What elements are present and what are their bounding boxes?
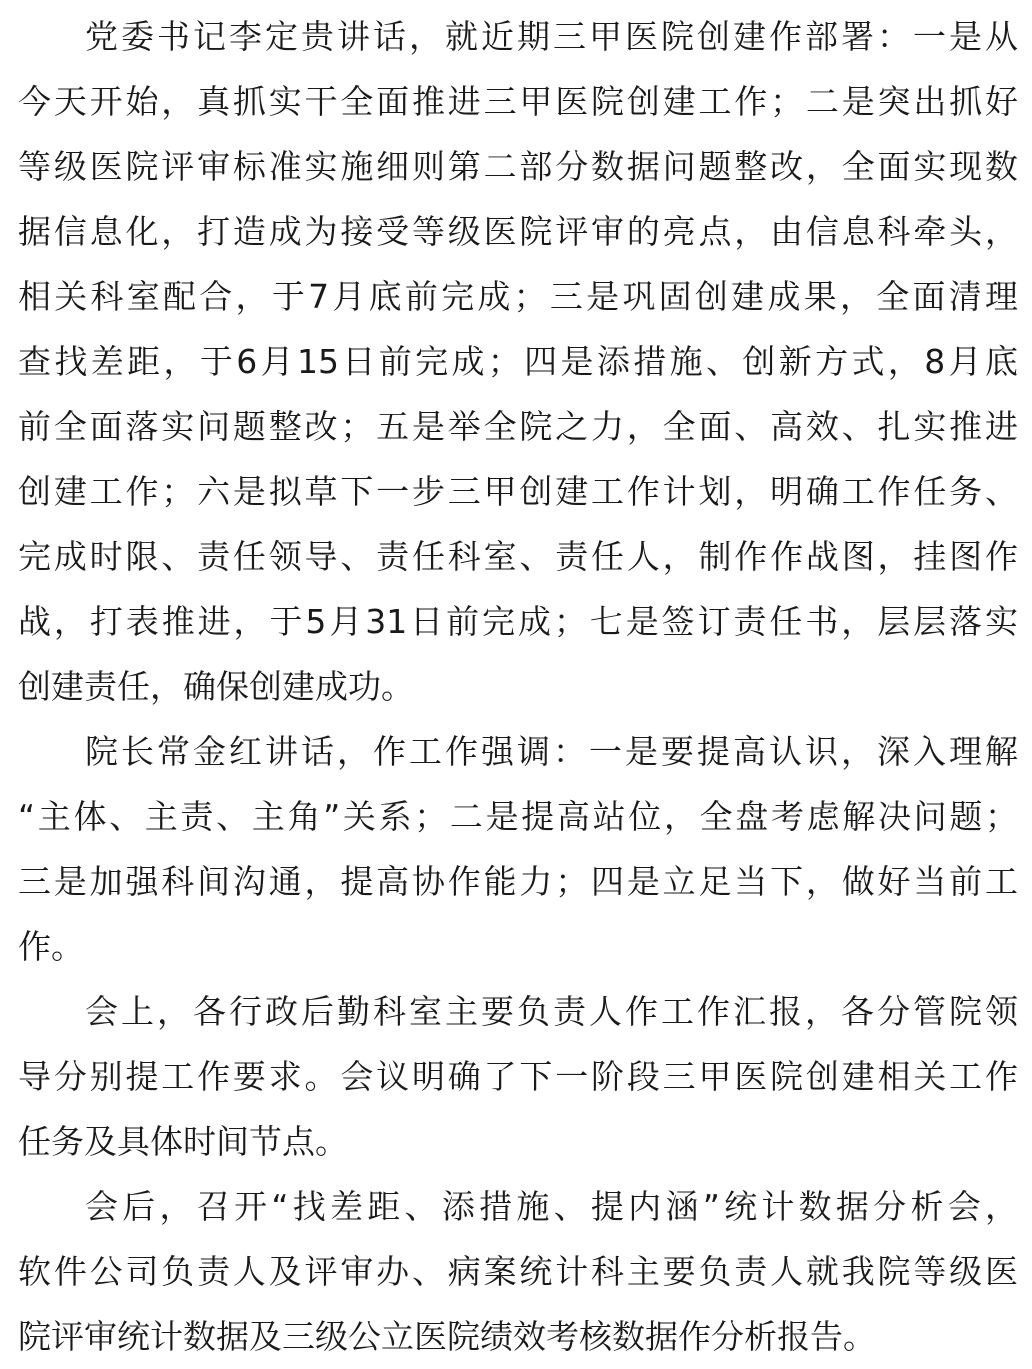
text-line: 前全面落实问题整改；五是举全院之力，全面、高效、扎实推进 — [18, 407, 1018, 446]
text-line: 院评审统计数据及三级公立医院绩效考核数据作分析报告。 — [18, 1317, 876, 1356]
text-line: 会上，各行政后勤科室主要负责人作工作汇报，各分管院领 — [85, 992, 1018, 1031]
text-line: 创建工作；六是拟草下一步三甲创建工作计划，明确工作任务、 — [18, 472, 1018, 511]
text-line: 三是加强科间沟通，提高协作能力；四是立足当下，做好当前工 — [18, 862, 1018, 901]
text-line: 党委书记李定贵讲话，就近期三甲医院创建作部署：一是从 — [85, 17, 1018, 56]
paragraph-party-secretary-speech — [18, 4, 1018, 719]
text-line: 今天开始，真抓实干全面推进三甲医院创建工作；二是突出抓好 — [18, 82, 1018, 121]
text-line: 作。 — [18, 927, 84, 966]
text-line: 任务及具体时间节点。 — [18, 1122, 348, 1161]
text-line: 据信息化，打造成为接受等级医院评审的亮点，由信息科牵头， — [18, 212, 1018, 251]
text-line: 创建责任，确保创建成功。 — [18, 667, 414, 706]
text-line: “主体、主责、主角”关系；二是提高站位，全盘考虑解决问题； — [18, 797, 1018, 836]
text-line: 相关科室配合，于7月底前完成；三是巩固创建成果，全面清理 — [18, 277, 1018, 316]
text-line: 院长常金红讲话，作工作强调：一是要提高认识，深入理解 — [85, 732, 1018, 771]
paragraph-meeting-reports — [18, 979, 1018, 1174]
text-line: 完成时限、责任领导、责任科室、责任人，制作作战图，挂图作 — [18, 537, 1018, 576]
text-line: 会后，召开“找差距、添措施、提内涵”统计数据分析会， — [85, 1187, 1018, 1226]
paragraph-data-analysis-meeting — [18, 1174, 1018, 1369]
text-line: 等级医院评审标准实施细则第二部分数据问题整改，全面实现数 — [18, 147, 1018, 186]
paragraph-president-speech — [18, 719, 1018, 979]
text-line: 导分别提工作要求。会议明确了下一阶段三甲医院创建相关工作 — [18, 1057, 1018, 1096]
text-line: 软件公司负责人及评审办、病案统计科主要负责人就我院等级医 — [18, 1252, 1018, 1291]
text-line: 战，打表推进，于5月31日前完成；七是签订责任书，层层落实 — [18, 602, 1018, 641]
text-line: 查找差距，于6月15日前完成；四是添措施、创新方式，8月底 — [18, 342, 1018, 381]
